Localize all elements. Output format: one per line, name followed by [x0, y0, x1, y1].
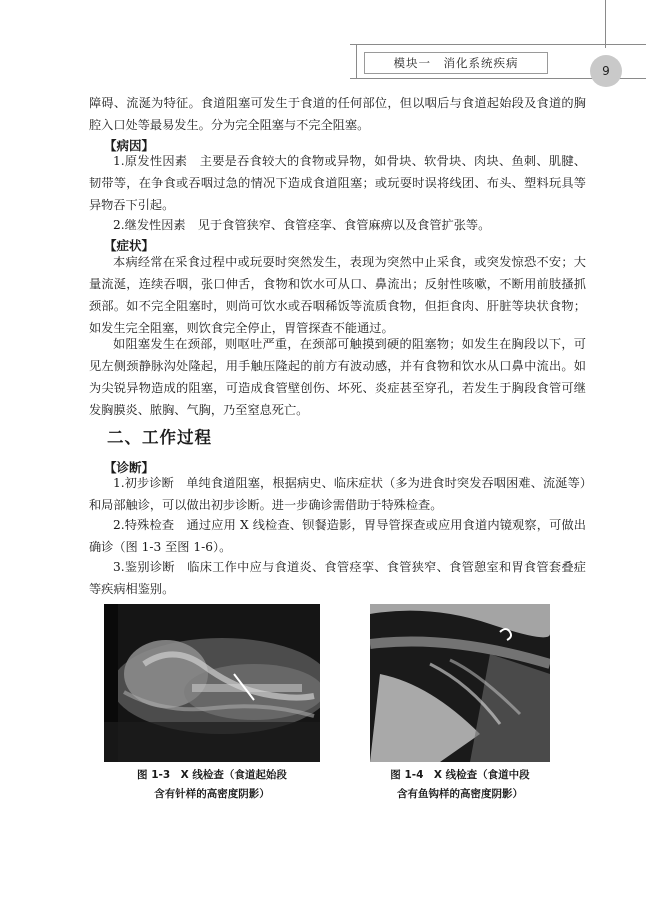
page-number: 9	[590, 55, 622, 87]
xray-image-esophagus-start	[104, 604, 320, 762]
figure-caption-1-4-line2: 含有鱼钩样的高密度阴影）	[397, 788, 523, 800]
paragraph-primary-cause: 1.原发性因素 主要是吞食较大的食物或异物，如骨块、软骨块、肉块、鱼刺、肌腱、韧带等，在争食或吞咽过急的情况下造成食道阻塞；或玩耍时误将线团、布头、塑料玩具等异物吞下引起。	[89, 154, 586, 212]
section-label-cause: 【病因】	[104, 138, 155, 153]
xray-figure-1-3	[104, 604, 320, 762]
paragraph-differential-diagnosis: 3.鉴别诊断 临床工作中应与食道炎、食管痉挛、食管狭窄、食管憩室和胃食管套叠症等疾病相鉴别。	[89, 560, 586, 596]
paragraph-secondary-cause: 2.继发性因素 见于食管狭窄、食管痉挛、食管麻痹以及食管扩张等。	[113, 218, 491, 232]
section-label-symptoms: 【症状】	[104, 238, 155, 253]
section-heading-work-process: 二、工作过程	[107, 428, 212, 447]
figure-caption-1-3-line2: 含有针样的高密度阴影）	[154, 788, 270, 800]
paragraph-obstruction-location: 如阻塞发生在颈部，则呕吐严重，在颈部可触摸到硬的阻塞物；如发生在胸段以下，可见左侧颈静脉沟处隆起，用手触压隆起的前方有波动感，并有食物和饮水从口鼻中流出。如为尖锐异物造成的阻塞，可造成食管壁创伤、坏死、炎症甚至穿孔，若发生于胸段食管可继发胸膜炎、脓胸、气胸，乃至窒息死亡。	[89, 337, 586, 417]
xray-figure-1-4	[370, 604, 550, 762]
figure-caption-1-3-line1: 图 1-3 X 线检查（食道起始段	[137, 769, 287, 781]
figure-caption-1-4-line1: 图 1-4 X 线检查（食道中段	[390, 769, 530, 781]
running-header: 模块一 消化系统疾病	[364, 52, 548, 74]
header-rule-top	[350, 44, 646, 45]
figure-caption-1-4	[370, 766, 550, 804]
section-label-diagnosis: 【诊断】	[104, 460, 155, 475]
page-border-right	[605, 0, 606, 48]
header-rule-left	[356, 44, 357, 78]
paragraph-symptoms: 本病经常在采食过程中或玩耍时突然发生，表现为突然中止采食，或突发惊恐不安；大量流涎，连续吞咽，张口伸舌，食物和饮水可从口、鼻流出；反射性咳嗽，不断用前肢搔抓颈部。如不完全阻塞时，则尚可饮水或吞咽稀饭等流质食物，但拒食肉、肝脏等块状食物；如发生完全阻塞，则饮食完全停止，胃管探查不能通过。	[89, 255, 586, 335]
xray-image-esophagus-middle	[370, 604, 550, 762]
paragraph-intro: 障碍、流涎为特征。食道阻塞可发生于食道的任何部位，但以咽后与食道起始段及食道的胸腔入口处等最易发生。分为完全阻塞与不完全阻塞。	[89, 96, 586, 132]
figure-caption-1-3	[104, 766, 320, 804]
paragraph-initial-diagnosis: 1.初步诊断 单纯食道阻塞，根据病史、临床症状（多为进食时突发吞咽困难、流涎等）和局部触诊，可以做出初步诊断。进一步确诊需借助于特殊检查。	[89, 476, 586, 512]
paragraph-special-exam: 2.特殊检查 通过应用 X 线检查、钡餐造影，胃导管探查或应用食道内镜观察，可做出确诊（图 1-3 至图 1-6）。	[89, 518, 586, 554]
